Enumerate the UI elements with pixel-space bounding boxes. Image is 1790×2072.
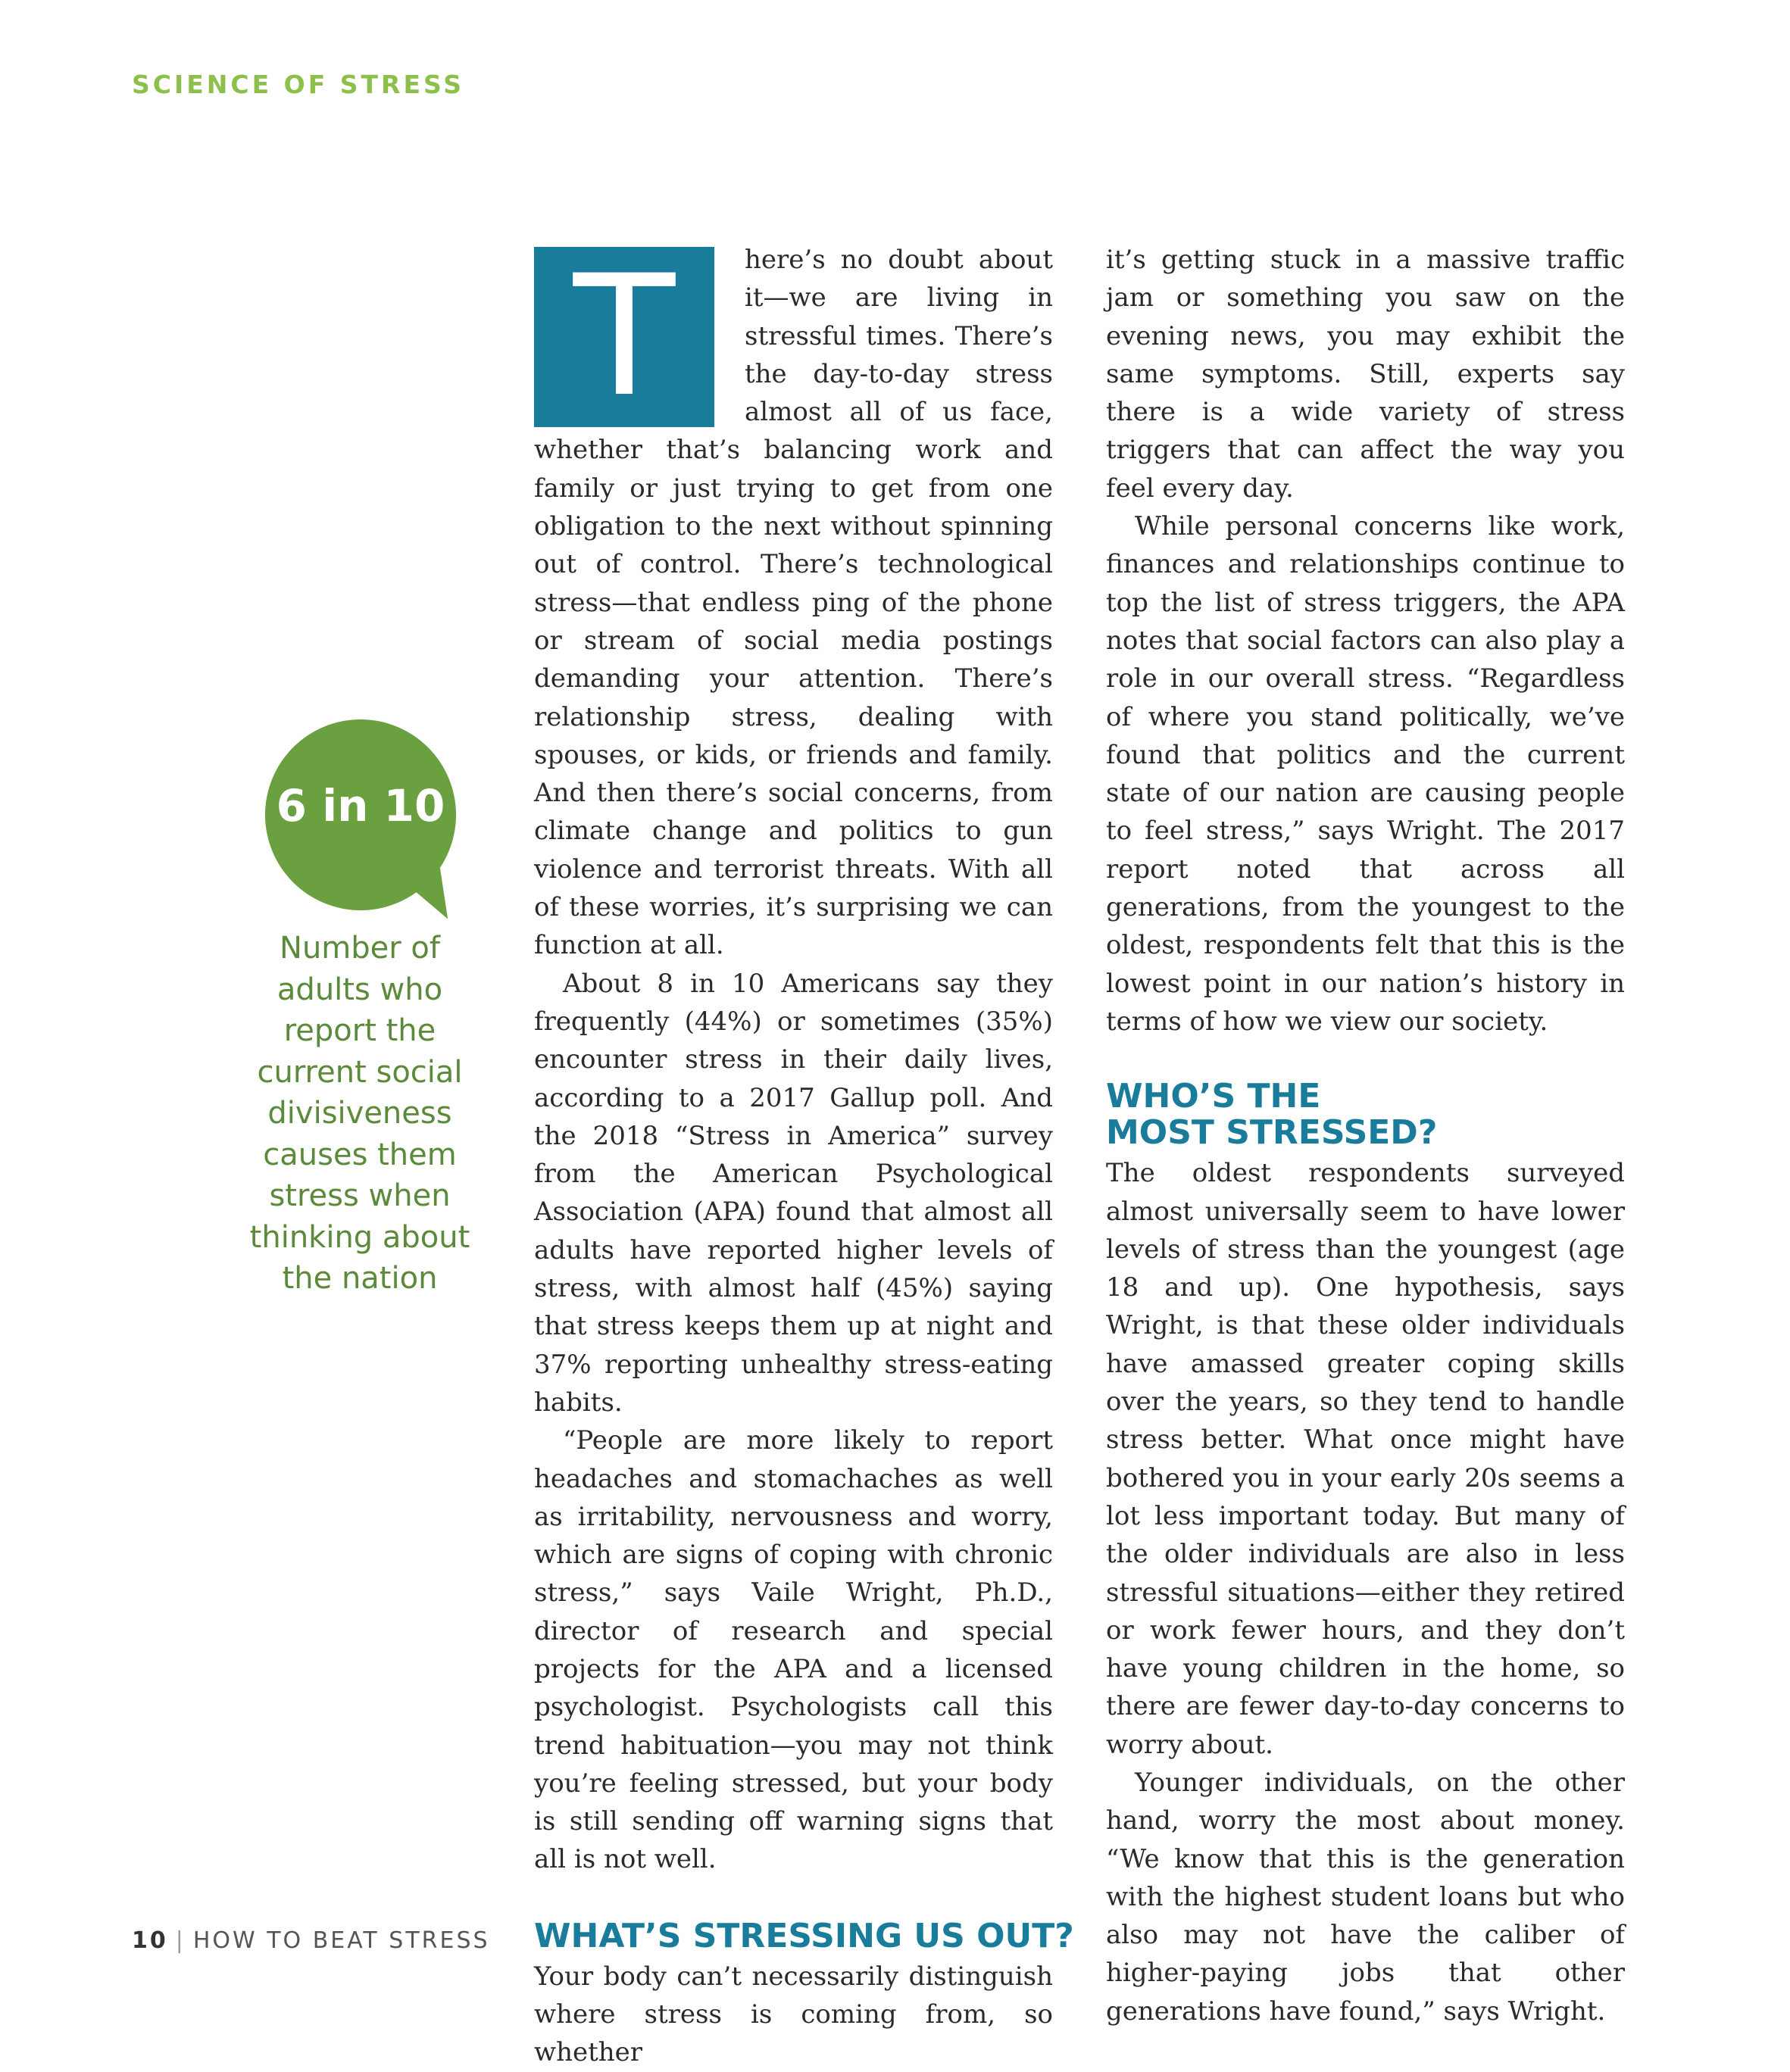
body-paragraph: The oldest respondents surveyed almost universally seem to have lower levels of stress than the youngest (age 18 and up). One hypothesis, says Wright, is that these older individuals have amassed greater coping skills over the years, so they tend to handle stress better. What once might have bothered you in your early 20s seems a lot less important today. But many of the older individuals are also in less stressful situations—either they retired or work fewer hours, and they don’t have young children in the home, so there are fewer day-to-day concerns to worry about. [1106,1158,1625,1760]
right-column [1106,241,1625,2030]
left-column [534,239,1074,2072]
drop-cap [534,239,714,433]
section-heading: WHAT’S STRESSING US OUT? [534,1916,1074,1955]
body-paragraph: it’s getting stuck in a massive traffic jam or something you saw on the evening news, you may exhibit the same symptoms. Still, experts say there is a wide variety of stress triggers that can affect the way you feel every day. [1106,245,1625,504]
section-heading [1106,1078,1625,1151]
body-paragraph: here’s no doubt about it—we are living in stressful times. There’s the day-to-day stress almost all of us face, whether that’s balancing work and family or just trying to get from one obligation to the next without spinning out of control. There’s technological stress—that endless ping of the phone or stream of social media postings demanding your attention. There’s relationship stress, dealing with spouses, or kids, or friends and family. And then there’s social concerns, from climate change and politics to gun violence and terrorist threats. With all of these worries, it’s surprising we can function at all. [534,245,1053,961]
body-paragraph: While personal concerns like work, finances and relationships continue to top the list of stress triggers, the APA notes that social factors can also play a role in our overall stress. “Regardless of where you stand politically, we’ve found that politics and the current state of our nation are causing people to feel stress,” says Wright. The 2017 report noted that across all generations, from the youngest to the oldest, respondents felt that this is the lowest point in our nation’s history in terms of how we view our society. [1106,511,1625,1037]
stat-caption: Number of adults who report the current social divisiveness causes them stress when thinking about the nation [249,931,470,1296]
body-paragraph: “People are more likely to report headaches and stomachaches as well as irritability, nervousness and worry, which are signs of coping with chronic stress,” says Vaile Wright, Ph.D., director of research and special projects for the APA and a licensed psychologist. Psychologists call this trend habituation—you may not think you’re feeling stressed, but your body is still sending off warning signs that all is not well. [534,1425,1053,1875]
body-paragraph: Younger individuals, on the other hand, worry the most about money. “We know that this is the generation with the highest student loans but who also may not have the caliber of higher-paying jobs that other generations have found,” says Wright. [1106,1767,1625,2027]
drop-cap-letter: T [573,239,676,433]
footer-separator: | [175,1927,186,1954]
body-paragraph: About 8 in 10 Americans say they frequently (44%) or sometimes (35%) encounter stress in their daily lives, according to a 2017 Gallup poll. And the 2018 “Stress in America” survey from the American Psychological Association (APA) found that almost all adults have reported higher levels of stress, with almost half (45%) saying that stress keeps them up at night and 37% reporting unhealthy stress-eating habits. [534,968,1053,1418]
section-heading-line: MOST STRESSED? [1106,1113,1438,1153]
body-paragraph: Your body can’t necessarily distinguish where stress is coming from, so whether [534,1961,1053,2068]
section-label: SCIENCE OF STRESS [132,70,465,99]
page-footer [132,1927,490,1954]
stat-value: 6 in 10 [276,780,445,832]
publication-title: HOW TO BEAT STRESS [192,1927,490,1954]
page-number: 10 [132,1927,168,1954]
section-heading-line: WHO’S THE [1106,1077,1321,1116]
